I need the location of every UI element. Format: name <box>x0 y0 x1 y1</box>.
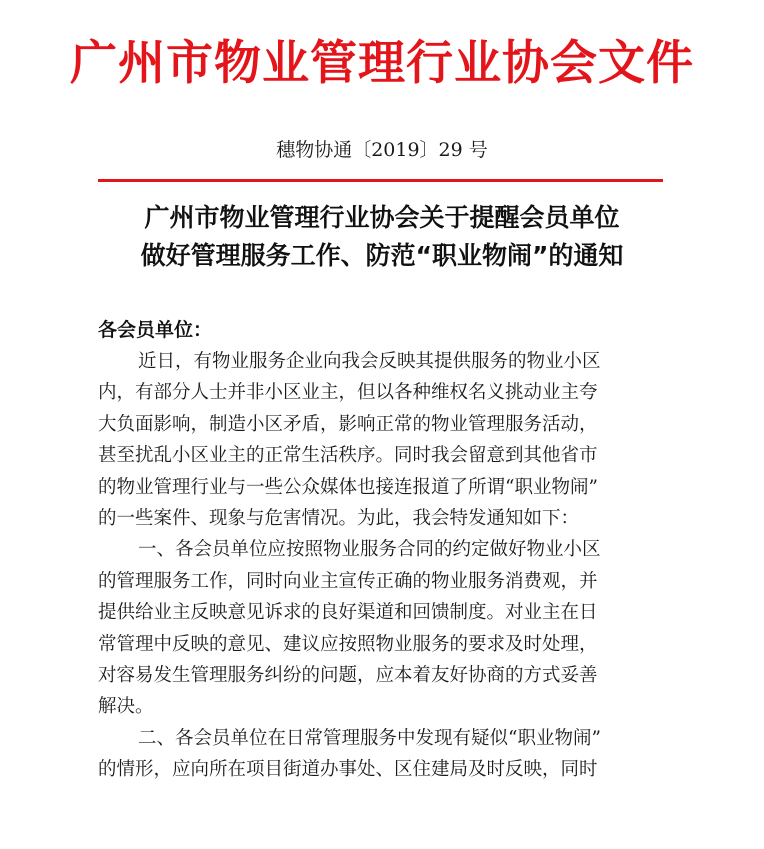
body-line: 大负面影响，制造小区矛盾，影响正常的物业管理服务活动， <box>98 413 598 435</box>
body-line: 的物业管理行业与一些公众媒体也接连报道了所谓“职业物闹” <box>98 476 598 498</box>
salutation: 各会员单位： <box>98 319 213 341</box>
body-line: 内，有部分人士并非小区业主，但以各种维权名义挑动业主夸 <box>98 382 598 404</box>
document-number: 穗物协通〔2019〕29 号 <box>276 139 488 161</box>
body-line: 一、各会员单位应按照物业服务合同的约定做好物业小区 <box>138 539 601 561</box>
body-line: 提供给业主反映意见诉求的良好渠道和回馈制度。对业主在日 <box>98 602 598 624</box>
body-line: 对容易发生管理服务纠纷的问题，应本着友好协商的方式妥善 <box>98 664 598 686</box>
notice-body <box>98 346 668 785</box>
issuing-organization-header: 广州市物业管理行业协会文件 <box>70 36 694 91</box>
body-line: 的一些案件、现象与危害情况。为此，我会特发通知如下： <box>98 507 580 529</box>
notice-title <box>0 199 764 275</box>
body-line: 常管理中反映的意见、建议应按照物业服务的要求及时处理， <box>98 633 598 655</box>
body-line: 解决。 <box>98 696 154 718</box>
notice-title-line-2: 做好管理服务工作、防范“职业物闹”的通知 <box>140 241 624 270</box>
body-line: 的情形，应向所在项目街道办事处、区住建局及时反映，同时 <box>98 759 598 781</box>
notice-title-line-1: 广州市物业管理行业协会关于提醒会员单位 <box>144 203 620 232</box>
body-line: 二、各会员单位在日常管理服务中发现有疑似“职业物闹” <box>138 727 601 749</box>
body-line: 甚至扰乱小区业主的正常生活秩序。同时我会留意到其他省市 <box>98 445 598 467</box>
body-line: 近日，有物业服务企业向我会反映其提供服务的物业小区 <box>138 351 601 372</box>
red-divider-line <box>98 179 663 182</box>
body-line: 的管理服务工作，同时向业主宣传正确的物业服务消费观，并 <box>98 570 598 592</box>
